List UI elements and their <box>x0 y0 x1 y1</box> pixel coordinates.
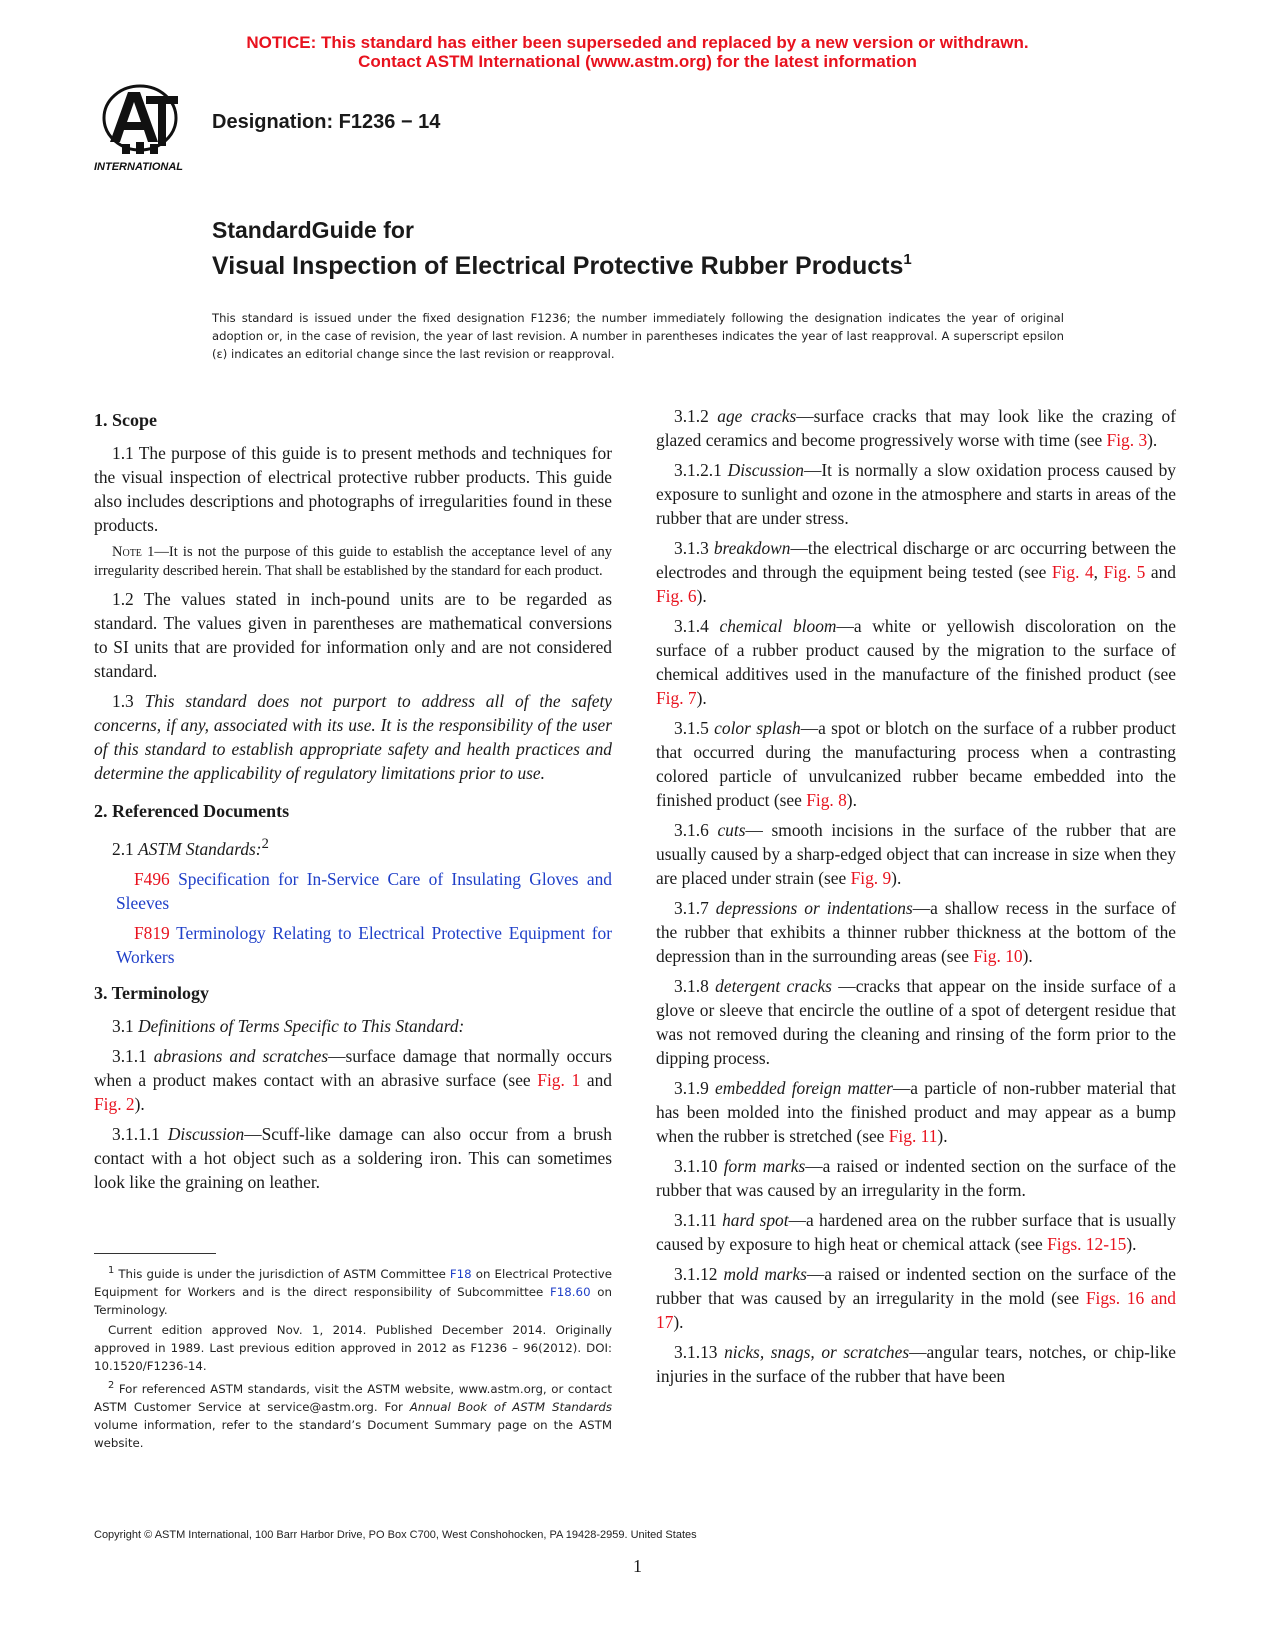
para-3-1-8 <box>656 974 1176 1070</box>
para-3-1 <box>94 1014 612 1038</box>
fig-7-link[interactable]: Fig. 7 <box>656 688 697 708</box>
fig-5-link[interactable]: Fig. 5 <box>1103 562 1146 582</box>
title-text: Visual Inspection of Electrical Protective Rubber Products <box>212 252 904 280</box>
text: on Terminology. <box>94 1284 612 1317</box>
footnote-1 <box>94 1262 612 1319</box>
text: —a particle of non-rubber material that has been molded into the finished product and may appear as a bump when the rubber is stretched (see <box>656 1078 1176 1146</box>
text: —It is normally a slow oxidation process caused by exposure to sunlight and ozone in the atmosphere and starts in areas of the rubber that are under stress. <box>656 460 1176 528</box>
para-3-1-3 <box>656 536 1176 608</box>
term: cuts <box>717 820 746 840</box>
num: 3.1.5 <box>674 718 715 738</box>
text: — smooth incisions in the surface of the rubber that are usually caused by a sharp-edged object that can increase in size when they are placed under strain (see <box>656 820 1176 888</box>
text: —a hardened area on the rubber surface that is usually caused by exposure to high heat or chemical attack (see <box>656 1210 1176 1254</box>
section-scope-heading: 1. Scope <box>94 410 157 430</box>
ref-f819[interactable] <box>94 921 612 969</box>
figs-16-17-link[interactable]: Figs. 16 and 17 <box>656 1288 1176 1332</box>
logo-text: INTERNATIONAL <box>94 161 184 173</box>
text: —a white or yellowish discoloration on the surface of a rubber product caused by the migration to the surface of chemical additives used in the manufacture of the finished product (see <box>656 616 1176 684</box>
designation: Designation: F1236 − 14 <box>212 111 441 133</box>
footnote-2 <box>94 1377 612 1452</box>
num: 3.1.12 <box>674 1264 724 1284</box>
figs-12-15-link[interactable]: Figs. 12-15 <box>1047 1234 1127 1254</box>
para-3-1-4 <box>656 614 1176 710</box>
num: 3.1.7 <box>674 898 716 918</box>
footnote-2-mark: 2 <box>108 1379 115 1391</box>
num: 3.1.8 <box>674 976 716 996</box>
para-2-1-text: ASTM Standards: <box>138 838 262 859</box>
text: —Scuff-like damage can also occur from a brush contact with a hot object such as a soldering iron. This can sometimes look like the graining on leather. <box>94 1123 613 1192</box>
text: —a spot or blotch on the surface of a rubber product that occurred during the manufacturing process when a contrasting colored particle of unvulcanized rubber became embedded into the finished product (see <box>656 718 1176 810</box>
num: 3.1.4 <box>674 616 720 636</box>
fig-6-link[interactable]: Fig. 6 <box>656 586 697 606</box>
fig-2-link[interactable]: Fig. 2 <box>94 1093 135 1114</box>
fig-11-link[interactable]: Fig. 11 <box>888 1126 938 1146</box>
num: 3.1.1 <box>112 1045 154 1066</box>
para-3-1-11 <box>656 1208 1176 1256</box>
f18-link[interactable]: F18 <box>449 1266 472 1281</box>
text: ). <box>1147 430 1158 450</box>
para-3-1-2 <box>656 404 1176 452</box>
astm-logo-icon <box>92 84 202 174</box>
ref-f819-title[interactable]: Terminology Relating to Electrical Protective Equipment for Workers <box>116 922 612 967</box>
left-column <box>94 404 612 1200</box>
text: ). <box>846 790 857 810</box>
num: 3.1.9 <box>674 1078 715 1098</box>
para-3-1-1-1 <box>94 1122 612 1194</box>
num: 3.1.6 <box>674 820 718 840</box>
text: volume information, refer to the standard’s Document Summary page on the ASTM website. <box>94 1417 612 1450</box>
term: Discussion <box>727 460 804 480</box>
fig-1-link[interactable]: Fig. 1 <box>537 1069 581 1090</box>
para-3-1-5 <box>656 716 1176 812</box>
fig-4-link[interactable]: Fig. 4 <box>1051 562 1094 582</box>
text: ). <box>1022 946 1033 966</box>
term: color splash <box>714 718 801 738</box>
para-3-1-6 <box>656 818 1176 890</box>
text: —a shallow recess in the surface of the rubber that exhibits a thinner rubber thickness at the bottom of the depression than in the surrounding areas (see <box>656 898 1176 966</box>
footnotes <box>94 1262 612 1454</box>
para-3-1-7 <box>656 896 1176 968</box>
para-2-1-num: 2.1 <box>112 838 139 859</box>
ref-f819-code[interactable]: F819 <box>134 922 170 943</box>
fig-8-link[interactable]: Fig. 8 <box>806 790 847 810</box>
preamble: This standard is issued under the fixed designation F1236; the number immediately following the designation indicates the year of original adoption or, in the case of revision, the year of last revision. A number in parentheses indicates the year of last reapproval. A superscript epsilon (ε) indicates an editorial change since the last revision or reapproval. <box>212 311 1064 361</box>
copyright: Copyright © ASTM International, 100 Barr Harbor Drive, PO Box C700, West Conshohocken, PA 19428-2959. United States <box>94 1529 697 1541</box>
document-title <box>212 216 912 282</box>
para-3-1-1 <box>94 1044 612 1116</box>
text: Annual Book of ASTM Standards <box>409 1399 613 1414</box>
para-1-3-text: This standard does not purport to address all of the safety concerns, if any, associated with its use. It is the responsibility of the user of this standard to establish appropriate safety and health practices and determine the applicability of regulatory limitations prior to use. <box>94 691 612 783</box>
footnote-1-mark: 1 <box>108 1265 115 1276</box>
title-footnote-mark: 1 <box>903 251 912 268</box>
text: and <box>1145 562 1176 582</box>
ref-f496-title[interactable]: Specification for In-Service Care of Insulating Gloves and Sleeves <box>116 868 612 913</box>
para-1-3 <box>94 689 612 785</box>
para-1-1: 1.1 The purpose of this guide is to present methods and techniques for the visual inspection of electrical protective rubber products. This guide also includes descriptions and photographs of irregularities found in these products. <box>94 443 612 535</box>
text: ). <box>937 1126 948 1146</box>
astm-logo <box>92 84 202 174</box>
text: —cracks that appear on the inside surface of a glove or sleeve that encircle the outline of a spot of detergent residue that was not removed during the cleaning and rinsing of the form prior to the dipping process. <box>656 976 1176 1068</box>
text: —surface cracks that may look like the crazing of glazed ceramics and become progressively worse with time (see <box>656 406 1176 450</box>
term: nicks, snags, or scratches <box>724 1342 910 1362</box>
title-line-2 <box>212 244 912 282</box>
para-3-1-13 <box>656 1340 1176 1388</box>
term: form marks <box>723 1156 806 1176</box>
para-3-1-9 <box>656 1076 1176 1148</box>
para-3-1-text: Definitions of Terms Specific to This Standard: <box>138 1015 465 1036</box>
para-2-1 <box>94 832 612 861</box>
ref-f496[interactable] <box>94 867 612 915</box>
para-1-3-num: 1.3 <box>112 691 145 711</box>
para-3-1-2-1 <box>656 458 1176 530</box>
f18-60-link[interactable]: F18.60 <box>550 1284 591 1299</box>
num: 3.1.2 <box>674 406 718 426</box>
footnote-divider <box>94 1253 216 1254</box>
term: detergent cracks <box>715 976 832 996</box>
num: 3.1.1.1 <box>112 1123 168 1144</box>
num: 3.1.3 <box>674 538 714 558</box>
text: ). <box>696 586 707 606</box>
para-3-1-num: 3.1 <box>112 1015 139 1036</box>
term: Discussion <box>167 1123 245 1144</box>
term: chemical bloom <box>719 616 837 636</box>
fig-3-link[interactable]: Fig. 3 <box>1106 430 1148 450</box>
para-2-1-sup: 2 <box>261 836 269 852</box>
term: depressions or indentations <box>715 898 913 918</box>
title-line-1: StandardGuide for <box>212 217 414 243</box>
ref-f496-code[interactable]: F496 <box>134 868 170 889</box>
term: hard spot <box>722 1210 789 1230</box>
num: 3.1.2.1 <box>674 460 728 480</box>
page-number: 1 <box>633 1556 642 1576</box>
withdrawal-notice <box>0 33 1275 71</box>
para-3-1-10 <box>656 1154 1176 1202</box>
text: For referenced ASTM standards, visit the ASTM website, www.astm.org, or contact ASTM Customer Service at service@astm.org. For <box>94 1381 612 1414</box>
text: ). <box>673 1312 684 1332</box>
text: This guide is under the jurisdiction of ASTM Committee <box>114 1266 450 1281</box>
text: ). <box>134 1093 145 1114</box>
para-3-1-12 <box>656 1262 1176 1334</box>
term: breakdown <box>713 538 791 558</box>
term: age cracks <box>717 406 797 426</box>
text: ). <box>696 688 707 708</box>
text: —angular tears, notches, or chip-like injuries in the surface of the rubber that have been <box>656 1342 1177 1386</box>
fig-10-link[interactable]: Fig. 10 <box>973 946 1023 966</box>
num: 3.1.13 <box>674 1342 725 1362</box>
note-label: Note 1 <box>112 544 155 560</box>
footnote-1-edition: Current edition approved Nov. 1, 2014. Published December 2014. Originally approved in 1989. Last previous edition approved in 2012 as F1236 – 96(2012). DOI: 10.1520/F1236-14. <box>94 1322 612 1373</box>
note-text: —It is not the purpose of this guide to establish the acceptance level of any irregularity described herein. That shall be established by the standard for each product. <box>94 544 612 579</box>
text: on Electrical Protective Equipment for Workers and is the direct responsibility of Subcommittee <box>94 1266 612 1299</box>
right-column <box>656 404 1176 1394</box>
section-terminology-heading: 3. Terminology <box>94 982 210 1003</box>
text: and <box>580 1069 612 1090</box>
text: —surface damage that normally occurs when a product makes contact with an abrasive surface (see <box>94 1045 613 1090</box>
section-refdocs-heading: 2. Referenced Documents <box>94 801 290 821</box>
notice-line-2: Contact ASTM International (www.astm.org) for the latest information <box>358 52 917 71</box>
notice-line-1: NOTICE: This standard has either been superseded and replaced by a new version or withdrawn. <box>246 33 1029 52</box>
text: ). <box>891 868 902 888</box>
term: abrasions and scratches <box>153 1045 329 1066</box>
term: mold marks <box>723 1264 807 1284</box>
num: 3.1.10 <box>674 1156 724 1176</box>
para-1-2: 1.2 The values stated in inch-pound units are to be regarded as standard. The values given in parentheses are mathematical conversions to SI units that are provided for information only and are not considered standard. <box>94 589 612 681</box>
term: embedded foreign matter <box>715 1078 893 1098</box>
num: 3.1.11 <box>674 1210 723 1230</box>
text: ). <box>1126 1234 1137 1254</box>
note-1 <box>94 543 612 581</box>
fig-9-link[interactable]: Fig. 9 <box>850 868 892 888</box>
text: , <box>1093 562 1104 582</box>
text: —a raised or indented section on the surface of the rubber that was caused by an irregularity in the mold (see <box>656 1264 1176 1308</box>
text: —the electrical discharge or arc occurring between the electrodes and through the equipment being tested (see <box>656 538 1176 582</box>
text: —a raised or indented section on the surface of the rubber that was caused by an irregularity in the form. <box>656 1156 1176 1200</box>
